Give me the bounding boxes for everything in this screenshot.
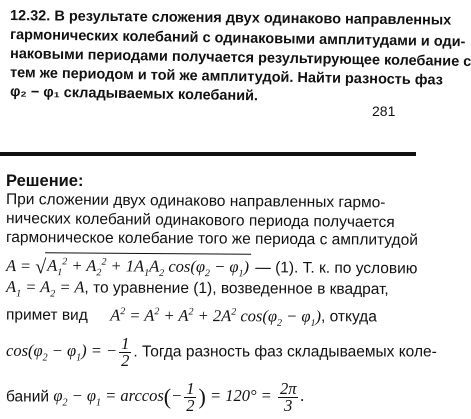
- solution-line-7: $\cos(\varphi_2 - \varphi_1)$ = − $\frac{1}{2}$ . Тогда разность фаз складываемых коле-: [6, 334, 437, 370]
- problem-line-1: 12.32. В результате сложения двух одинаково направленных: [9, 8, 452, 29]
- solution-title: Решение:: [6, 172, 84, 190]
- solution-line-3: гармоническое колебание того же периода с амплитудой: [5, 229, 418, 249]
- problem-line-2: гармонических колебаний с одинаковыми амплитудами и оди-: [9, 27, 466, 51]
- problem-statement: [0, 0, 471, 152]
- problem-number: 12.32.: [9, 8, 51, 25]
- solution-formula-1: $A = √A_1^2 + A_2^2 + 1A_1A_2$ $\cos(\varphi_2 - \varphi_1)$ — (1). Т. к. по условию: [6, 252, 418, 285]
- amplitude-formula: $A = √A_1^2 + A_2^2 + 1A_1A_2$ $\cos(\varphi_2 - \varphi_1)$: [6, 256, 251, 277]
- solution-line-1: При сложении двух одинаково направленных гармо-: [5, 191, 386, 212]
- problem-line-4: тем же периодом и той же амплитудой. Найти разность фаз: [9, 65, 444, 89]
- problem-line-5: φ₂ − φ₁ складываемых колебаний.: [9, 84, 259, 105]
- problem-line-3: наковыми периодами получается результирующее колебание с: [9, 46, 471, 71]
- solution-line-8: баний $\varphi_2 - \varphi_1 = \arccos(-$ $\frac{1}{2}$ ) = 120° = $\frac{2\pi}{3}$ .: [6, 379, 305, 415]
- condition-formula: $A_1 = A_2 = A$: [5, 277, 85, 300]
- result-formula: $\varphi_2 - \varphi_1 = \arccos(-$ $\frac{1}{2}$ ) = 120° = $\frac{2\pi}{3}$ .: [53, 379, 305, 415]
- solution-line-5: $A_1 = A_2 = A$, то уравнение (1), возведенное в квадрат,: [5, 277, 389, 300]
- cos-formula: $\cos(\varphi_2 - \varphi_1)$ = − $\frac{1}{2}$: [6, 334, 130, 370]
- solution-line-2: нических колебаний одинакового периода получается: [5, 210, 395, 232]
- squared-formula: $A^2 = A^2 + A^2 + 2A^2$ $\cos(\varphi_2 - \varphi_1)$: [110, 305, 322, 329]
- separator: [0, 152, 416, 156]
- solution-line-6: примет вид $A^2 = A^2 + A^2 + 2A^2$ $\cos(\varphi_2 - \varphi_1)$, откуда: [5, 305, 377, 329]
- page-number: 281: [372, 103, 396, 119]
- phase-difference-math: φ₂ − φ₁: [9, 84, 60, 101]
